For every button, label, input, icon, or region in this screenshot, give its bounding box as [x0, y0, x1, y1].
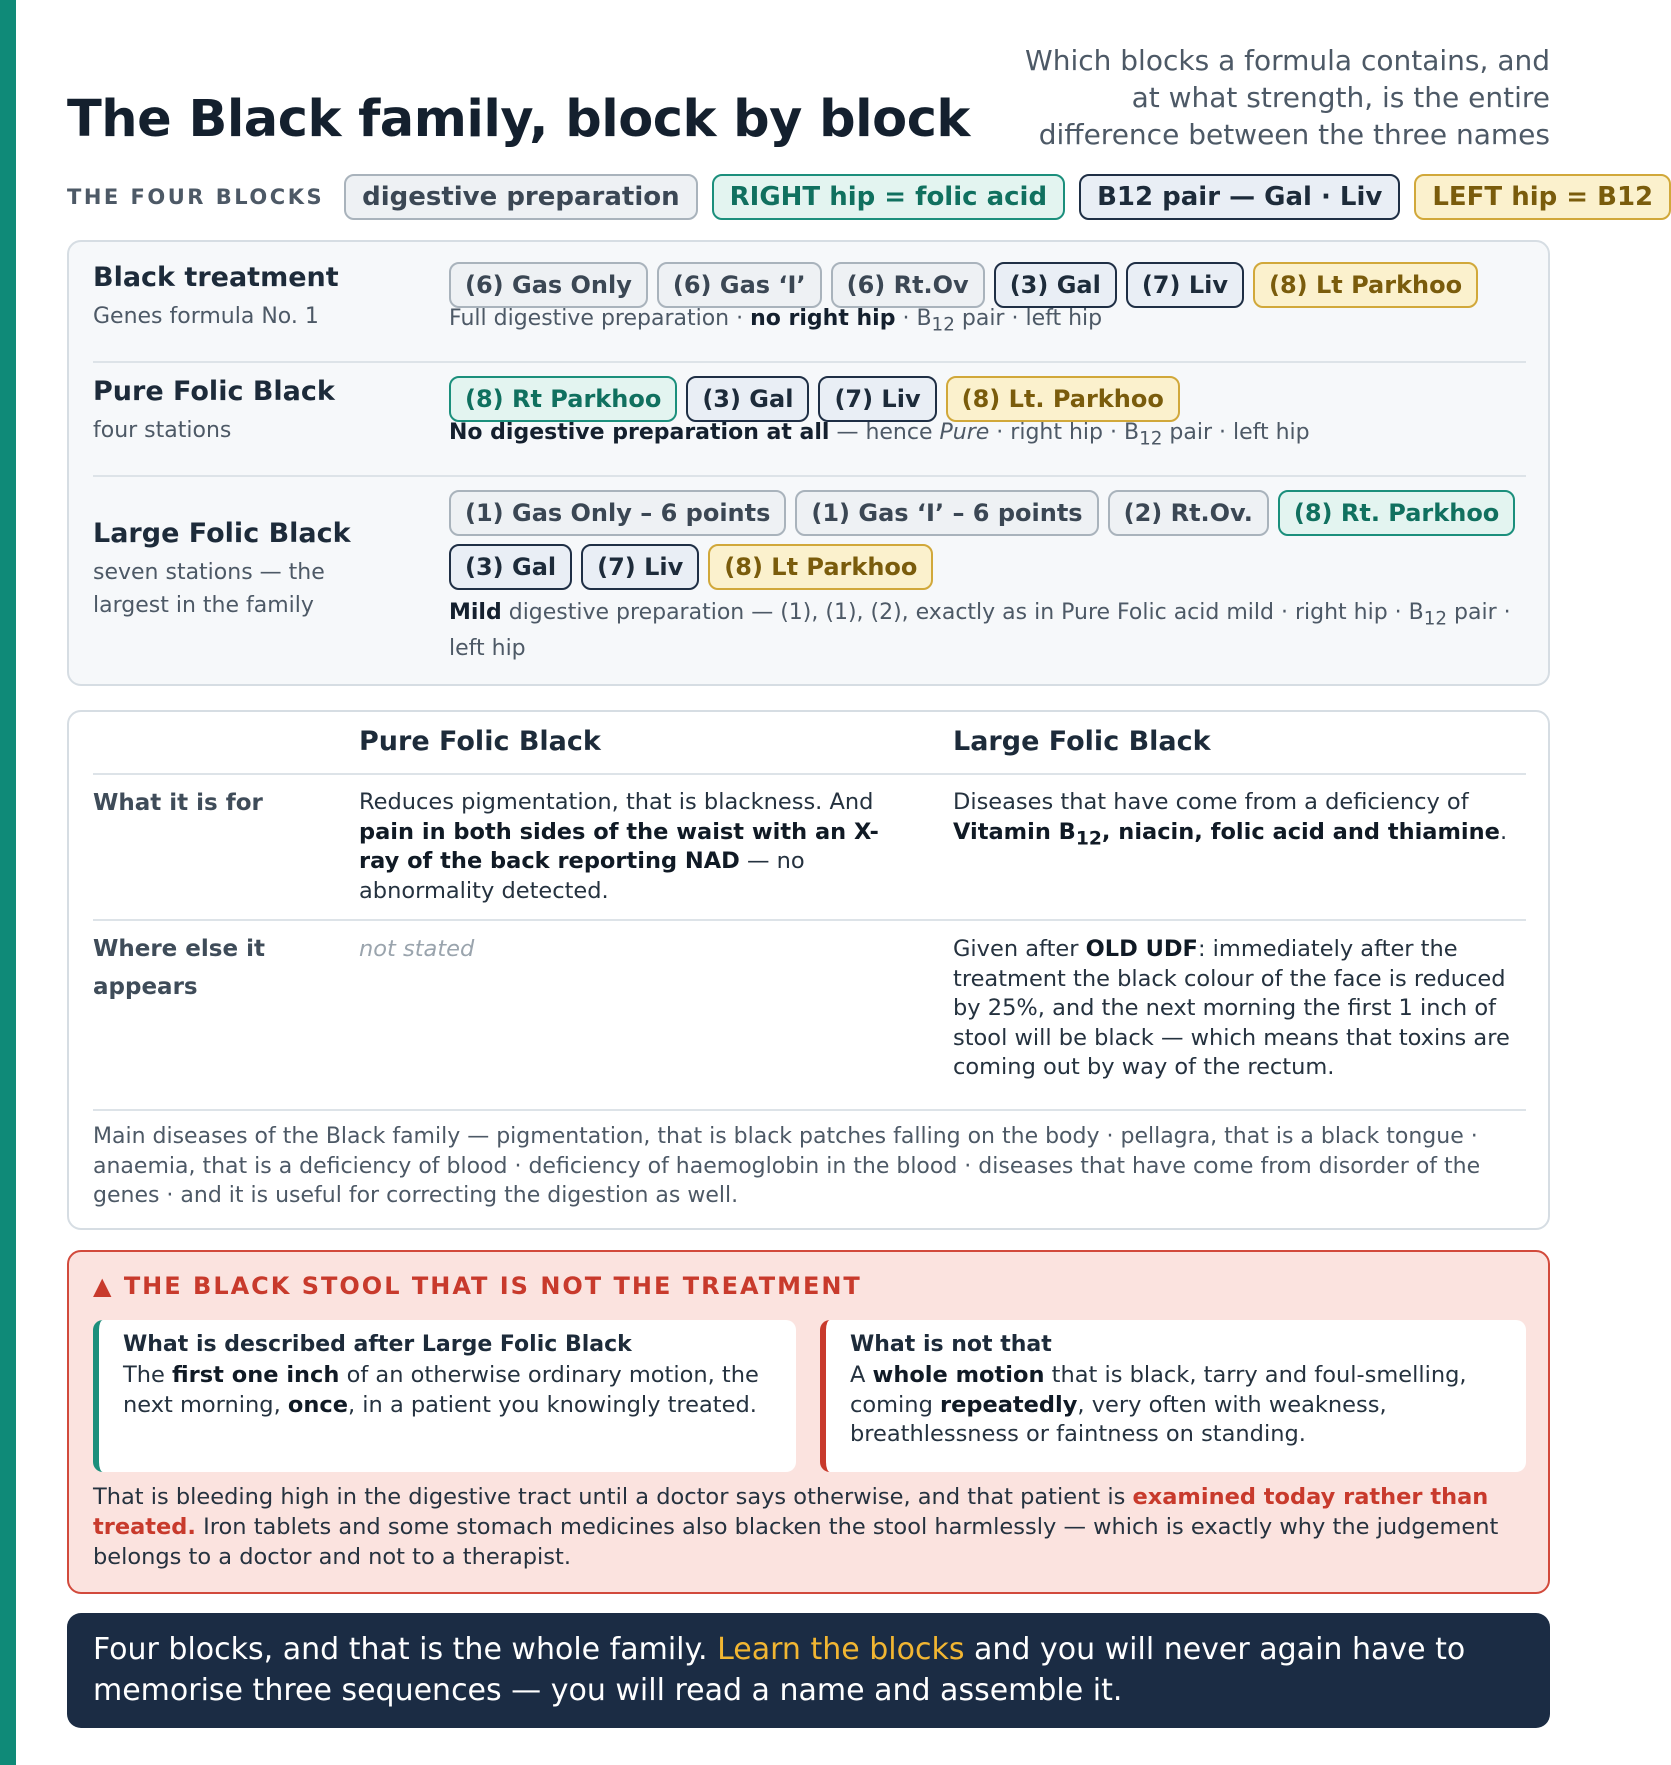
row-divider: [93, 1109, 1526, 1111]
cell-pure-folic-what-for: Reduces pigmentation, that is blackness. And pain in both sides of the waist with an X-ray of the back reporting NAD — no abnormality detected.: [359, 789, 879, 904]
legend-chip-b12-pair: B12 pair — Gal · Liv: [1079, 174, 1400, 220]
station-chip: (8) Lt. Parkhoo: [946, 376, 1180, 422]
row-divider: [93, 919, 1526, 921]
left-accent-bar: [0, 0, 16, 1765]
page-title: The Black family, block by block: [67, 90, 970, 149]
station-chip: (7) Liv: [581, 544, 699, 590]
legend-chip-left-hip: LEFT hip = B12: [1414, 174, 1671, 220]
formula-row-black-treatment: [93, 262, 1526, 342]
formula-desc: Mild digestive preparation — (1), (1), (2), exactly as in Pure Folic acid mild · right hip · $B_{12}$ pair · left hip: [449, 600, 1511, 662]
block-legend: [67, 174, 1671, 220]
row-label-where-else: Where else it appears: [93, 936, 265, 1000]
legend-label: THE FOUR BLOCKS: [67, 185, 325, 209]
station-chip: (1) Gas ‘I’ – 6 points: [795, 490, 1098, 536]
row-label-what-for: What it is for: [93, 790, 263, 816]
warning-card: [67, 1250, 1550, 1594]
cell-large-folic-where-else: Given after OLD UDF: immediately after the treatment the black colour of the face is reduced by 25%, and the next morning the first 1 inch of stool will be black — which means that toxins are coming out by way of the rectum.: [953, 936, 1510, 1080]
cell-pure-folic-where-else: not stated: [359, 936, 475, 962]
legend-chip-right-hip: RIGHT hip = folic acid: [712, 174, 1065, 220]
station-chip: (6) Gas Only: [449, 262, 648, 308]
row-divider: [93, 475, 1526, 477]
station-chip: (8) Lt Parkhoo: [1253, 262, 1478, 308]
formula-desc: Full digestive preparation · no right hip · $B_{12}$ pair · left hip: [449, 306, 1103, 336]
row-divider: [93, 361, 1526, 363]
station-chip: (2) Rt.Ov.: [1108, 490, 1269, 536]
formula-sub: seven stations — the largest in the family: [93, 560, 325, 618]
station-chip: (8) Rt Parkhoo: [449, 376, 677, 422]
main-diseases-note: Main diseases of the Black family — pigmentation, that is black patches falling on the body · pellagra, that is a black tongue · anaemia, that is a deficiency of blood · deficiency of haemoglobin in the blood · diseases that have come from disorder of the genes · and it is useful for correcting the digestion as well.: [93, 1124, 1481, 1208]
formula-name: Large Folic Black: [93, 518, 351, 549]
described-box-body: The first one inch of an otherwise ordinary motion, the next morning, once, in a patient you knowingly treated.: [123, 1362, 759, 1418]
formula-chips: [449, 262, 1478, 308]
formula-row-pure-folic: [93, 376, 1526, 456]
formula-sub: four stations: [93, 418, 232, 443]
formula-name: Pure Folic Black: [93, 376, 335, 407]
header-divider: [93, 773, 1526, 775]
station-chip: (8) Lt Parkhoo: [708, 544, 933, 590]
column-header-large-folic: Large Folic Black: [953, 726, 1211, 757]
formula-card: [67, 240, 1550, 686]
formula-row-large-folic: [93, 490, 1526, 670]
cell-large-folic-what-for: Diseases that have come from a deficiency of Vitamin $B_{12}$, niacin, folic acid and thiamine.: [953, 789, 1508, 849]
legend-chip-digestive: digestive preparation: [344, 174, 698, 220]
described-box: [93, 1320, 796, 1472]
warning-body: That is bleeding high in the digestive tract until a doctor says otherwise, and that patient is examined today rather than treated. Iron tablets and some stomach medicines also blacken the stool harmlessly — which is exactly why the judgement belongs to a doctor and not to a therapist.: [93, 1484, 1499, 1570]
formula-name: Black treatment: [93, 262, 339, 293]
column-header-pure-folic: Pure Folic Black: [359, 726, 601, 757]
comparison-table: [67, 710, 1550, 1230]
formula-chips-row2: [449, 544, 933, 590]
formula-chips-row1: [449, 490, 1515, 536]
station-chip: (6) Gas ‘I’: [657, 262, 822, 308]
not-that-box-title: What is not that: [850, 1332, 1052, 1357]
formula-chips: [449, 376, 1180, 422]
warning-title: ▲ THE BLACK STOOL THAT IS NOT THE TREATMENT: [93, 1272, 862, 1300]
not-that-box-body: A whole motion that is black, tarry and foul-smelling, coming repeatedly, very often with weakness, breathlessness or faintness on standing.: [850, 1362, 1467, 1447]
described-box-title: What is described after Large Folic Black: [123, 1332, 632, 1357]
station-chip: (6) Rt.Ov: [831, 262, 985, 308]
station-chip: (3) Gal: [994, 262, 1117, 308]
formula-sub: Genes formula No. 1: [93, 304, 319, 329]
not-that-box: [820, 1320, 1526, 1472]
footer-banner: Four blocks, and that is the whole family. Learn the blocks and you will never again have to memorise three sequences — you will read a name and assemble it.: [67, 1613, 1550, 1728]
station-chip: (7) Liv: [1126, 262, 1244, 308]
station-chip: (8) Rt. Parkhoo: [1278, 490, 1515, 536]
station-chip: (3) Gal: [449, 544, 572, 590]
formula-desc: No digestive preparation at all — hence Pure · right hip · $B_{12}$ pair · left hip: [449, 420, 1310, 450]
station-chip: (1) Gas Only – 6 points: [449, 490, 786, 536]
station-chip: (7) Liv: [818, 376, 936, 422]
station-chip: (3) Gal: [686, 376, 809, 422]
page-subtitle: Which blocks a formula contains, and at what strength, is the entire difference between the three names: [1025, 44, 1550, 151]
